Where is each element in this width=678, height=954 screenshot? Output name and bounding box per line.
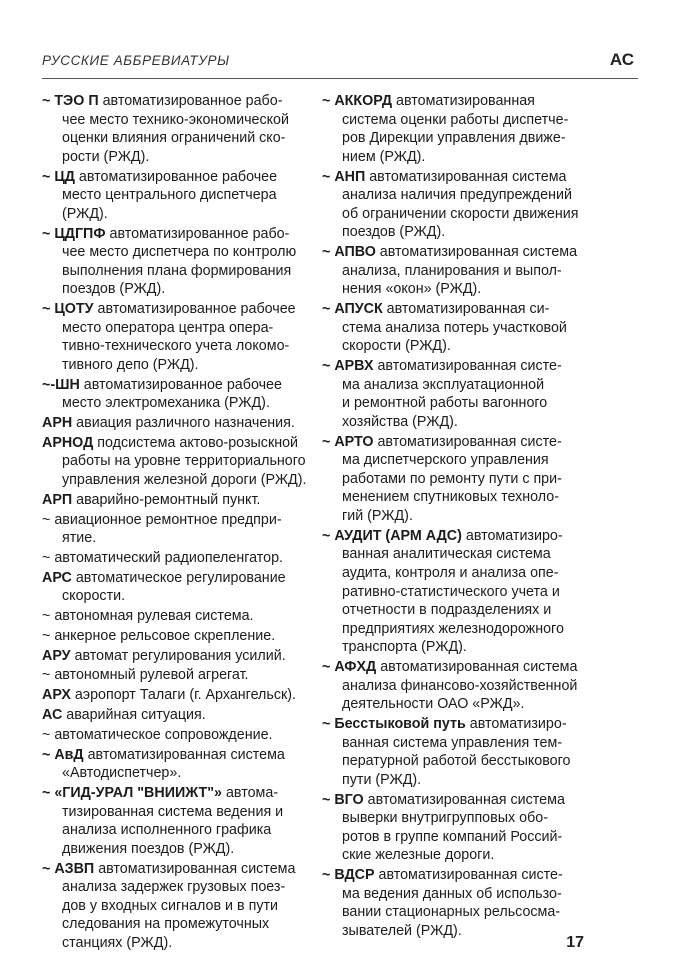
entry-term: АРХ [42,687,71,704]
dictionary-entry [42,491,310,510]
entry-definition-start: автоматизированная система [94,860,296,877]
entry-definition-start: автоматизированная система [363,791,565,808]
entry-term: ~ АПВО [322,244,376,261]
entry-first-line [42,225,310,244]
entry-continuation-line: предприятиях железнодорожного [342,620,564,637]
entry-continuation-line: анализа задержек грузовых поез- [62,879,286,896]
entry-continuation-line: чее место технико-экономической [62,111,289,128]
entry-term: ~ ВГО [322,791,364,808]
entry-term: ~ АПУСК [322,301,383,318]
entry-first-line [42,511,310,530]
entry-first-line [42,627,310,646]
entry-continuation-line: (РЖД). [62,205,108,222]
entry-continuation-line: ские железные дороги. [342,847,495,864]
entry-first-line [322,92,592,111]
dictionary-entry [322,92,592,166]
page-number: 17 [566,934,584,951]
entry-continuation-line: работы на уровне территориального [62,453,306,470]
entry-term: ~ ВДСР [322,867,375,884]
entry-definition-start: автоматизированная система [375,244,578,261]
entry-term: АС [42,707,63,723]
entry-term: ~ АУДИТ (АРМ АДС) [322,527,462,544]
dictionary-entry [42,414,310,433]
entry-first-line [42,376,310,395]
entry-definition-start: ~ автономный рулевой агрегат. [42,667,249,684]
entry-continuation-line: поездов (РЖД). [62,281,166,298]
entry-first-line [42,860,310,879]
entry-continuation-line: движения поездов (РЖД). [62,840,235,857]
dictionary-entry [42,627,310,646]
header-rule [42,78,638,79]
dictionary-entry [322,243,592,299]
entry-first-line [42,414,310,433]
entry-continuation-line: ма анализа эксплуатационной [342,376,545,393]
entry-continuation-line: «Автодиспетчер». [62,765,182,782]
entry-term: ~-ШН [42,376,80,393]
entry-first-line [42,491,310,510]
entry-continuation-line: об ограничении скорости движения [342,205,579,222]
dictionary-entry [322,357,592,431]
entry-term: ~ Бесстыковой путь [322,716,466,733]
entry-term: ~ ЦОТУ [42,301,94,318]
entry-continuation-line: анализа, планирования и выпол- [342,262,562,279]
dictionary-entry [42,168,310,224]
entry-continuation-line: тивно-технического учета локомо- [62,338,290,355]
entry-continuation-line: деятельности ОАО «РЖД». [342,696,525,713]
entry-continuation-line: скорости. [62,588,126,605]
section-code: АС [609,50,634,69]
dictionary-entry [42,300,310,374]
dictionary-entry [322,300,592,356]
entry-definition-start: ~ автоматический радиопеленгатор. [42,549,284,566]
entry-term: ~ АФХД [322,659,377,676]
entry-term: ~ АРВХ [322,358,374,375]
entry-continuation-line: стема анализа потерь участковой [342,319,567,336]
entry-first-line [42,168,310,187]
entry-definition-start: автомат регулирования усилий. [70,647,286,664]
entry-continuation-line: и ремонтной работы вагонного [342,395,548,412]
entry-continuation-line: аудита, контроля и анализа опе- [342,564,559,581]
entry-continuation-line: нения «окон» (РЖД). [342,281,482,298]
dictionary-entry [42,376,310,413]
entry-term: АРНОД [42,434,94,451]
entry-continuation-line: анализа наличия предупреждений [342,187,572,204]
entry-definition-start: автоматизированная [392,93,535,109]
entry-definition-start: автоматизированная си- [382,301,550,318]
entry-first-line [322,715,592,734]
entry-continuation-line: ванная система управления тем- [342,734,563,751]
dictionary-entry [42,434,310,490]
entry-definition-start: автоматизированное рабочее [79,376,282,393]
dictionary-entry [322,168,592,242]
entry-definition-start: ~ автономная рулевая система. [42,608,254,625]
dictionary-entry [42,860,310,953]
entry-definition-start: автома- [222,784,279,801]
entry-definition-start: автоматизированная систе- [373,433,562,450]
entry-continuation-line: менением спутниковых техноло- [342,489,560,506]
entry-definition-start: аварийно-ремонтный пункт. [72,491,261,508]
entry-first-line [322,791,592,810]
entry-continuation-line: выполнения плана формирования [62,262,292,279]
entry-term: ~ АРТО [322,433,374,450]
entry-definition-start: ~ авиационное ремонтное предпри- [42,511,282,528]
entry-definition-start: автоматизированная система [83,746,285,763]
entry-first-line [42,746,310,765]
entry-term: ~ АвД [42,746,84,763]
dictionary-entry [42,92,310,166]
entry-continuation-line: работами по ремонту пути с при- [342,470,562,487]
dictionary-entry [322,527,592,657]
entry-continuation-line: зывателей (РЖД). [342,923,462,939]
entry-definition-start: автоматизиро- [461,527,563,544]
entry-continuation-line: дов у входных сигналов и в пути [62,897,279,914]
entry-first-line [42,300,310,319]
entry-definition-start: автоматизированная система [365,168,567,185]
entry-definition-start: аварийная ситуация. [62,707,206,723]
dictionary-entry [42,511,310,548]
entry-first-line [322,433,592,452]
entry-definition-start: автоматическое регулирование [71,569,286,586]
entry-continuation-line: отчетности в подразделениях и [342,602,552,619]
dictionary-entry [322,433,592,526]
entry-continuation-line: анализа финансово-хозяйственной [342,677,578,694]
dictionary-entry [322,658,592,714]
entry-first-line [42,726,310,745]
entry-continuation-line: место электромеханика (РЖД). [62,395,270,412]
entry-term: ~ АНП [322,168,366,185]
entry-continuation-line: ма диспетчерского управления [342,452,549,469]
running-head: РУССКИЕ АББРЕВИАТУРЫ [42,53,230,68]
entry-definition-start: аэропорт Талаги (г. Архангельск). [70,687,296,704]
entry-continuation-line: ротов в группе компаний Россий- [342,828,563,845]
entry-term: ~ ЦД [42,168,75,185]
entry-continuation-line: ративно-статистического учета и [342,583,560,600]
entry-first-line [322,527,592,546]
entry-continuation-line: тизированная система ведения и [62,803,284,820]
entry-definition-start: ~ анкерное рельсовое скрепление. [42,627,276,644]
entry-first-line [42,784,310,803]
entry-continuation-line: ятие. [62,530,97,547]
entry-continuation-line: система оценки работы диспетче- [342,111,569,128]
dictionary-entry [42,549,310,568]
entry-continuation-line: вании стационарных рельсосма- [342,904,561,921]
entry-definition-start: автоматизированное рабо- [105,225,290,242]
entry-term: ~ ТЭО П [42,93,99,109]
dictionary-entry [42,726,310,745]
entry-first-line [42,569,310,588]
entry-first-line [42,647,310,666]
entry-continuation-line: нием (РЖД). [342,148,426,165]
dictionary-entry [42,706,310,725]
entry-continuation-line: выверки внутригрупповых обо- [342,810,548,827]
entry-term: ~ АЗВП [42,860,95,877]
entry-first-line [322,243,592,262]
entry-continuation-line: чее место диспетчера по контролю [62,244,297,261]
entry-continuation-line: место центрального диспетчера [62,187,277,204]
entry-continuation-line: пути (РЖД). [342,771,422,788]
dictionary-entry [42,746,310,783]
dictionary-entry [42,647,310,666]
entry-definition-start: авиация различного назначения. [72,415,295,432]
entry-continuation-line: место оператора центра опера- [62,319,274,336]
entry-continuation-line: поездов (РЖД). [342,224,446,241]
dictionary-entry [42,569,310,606]
entry-first-line [42,686,310,705]
entry-first-line [322,658,592,677]
entry-continuation-line: пературной работой бесстыкового [342,753,571,770]
entry-continuation-line: станциях (РЖД). [62,934,173,951]
entry-definition-start: автоматизированное рабо- [98,93,283,109]
entry-continuation-line: гий (РЖД). [342,508,413,524]
entry-term: АРП [42,491,73,508]
entry-continuation-line: ма ведения данных об использо- [342,885,562,902]
entry-first-line [322,357,592,376]
entry-continuation-line: транспорта (РЖД). [342,639,467,656]
entry-definition-start: автоматизированная систе- [373,358,562,375]
entry-first-line [322,866,592,885]
entry-term: ~ «ГИД-УРАЛ "ВНИИЖТ"» [42,784,222,801]
entry-first-line [42,607,310,626]
right-column [322,92,592,942]
entry-continuation-line: управления железной дороги (РЖД). [62,472,307,488]
entry-definition-start: автоматизированная система [376,659,578,676]
entry-term: ~ АККОРД [322,93,393,109]
entry-continuation-line: следования на промежуточных [62,916,270,933]
entry-continuation-line: хозяйства (РЖД). [342,413,458,430]
entry-definition-start: автоматизированная систе- [374,867,563,884]
entry-term: АРС [42,569,72,586]
entry-continuation-line: ванная аналитическая система [342,546,551,563]
entry-definition-start: подсистема актово-розыскной [93,434,299,451]
entry-definition-start: автоматизированное рабочее [74,168,278,185]
dictionary-entry [42,225,310,299]
entry-first-line [322,168,592,187]
dictionary-entry [42,686,310,705]
dictionary-entry [322,791,592,865]
dictionary-entry [42,784,310,858]
entry-continuation-line: тивного депо (РЖД). [62,356,199,373]
entry-first-line [42,434,310,453]
left-column [42,92,310,954]
entry-term: АРН [42,415,73,432]
entry-definition-start: ~ автоматическое сопровождение. [42,726,273,743]
entry-continuation-line: рости (РЖД). [62,148,150,165]
dictionary-entry [42,607,310,626]
entry-continuation-line: анализа исполненного графика [62,822,272,839]
entry-first-line [42,549,310,568]
dictionary-entry [42,666,310,685]
entry-first-line [42,706,310,725]
entry-continuation-line: ров Дирекции управления движе- [342,130,566,147]
page-header [42,50,638,76]
entry-continuation-line: скорости (РЖД). [342,338,451,355]
entry-first-line [322,300,592,319]
entry-first-line [42,666,310,685]
entry-term: АРУ [42,647,71,664]
entry-first-line [42,92,310,111]
entry-continuation-line: оценки влияния ограничений ско- [62,130,286,147]
entry-definition-start: автоматизиро- [465,716,567,733]
dictionary-entry [322,715,592,789]
entry-term: ~ ЦДГПФ [42,225,106,242]
dictionary-entry [322,866,592,940]
entry-definition-start: автоматизированное рабочее [93,301,296,318]
